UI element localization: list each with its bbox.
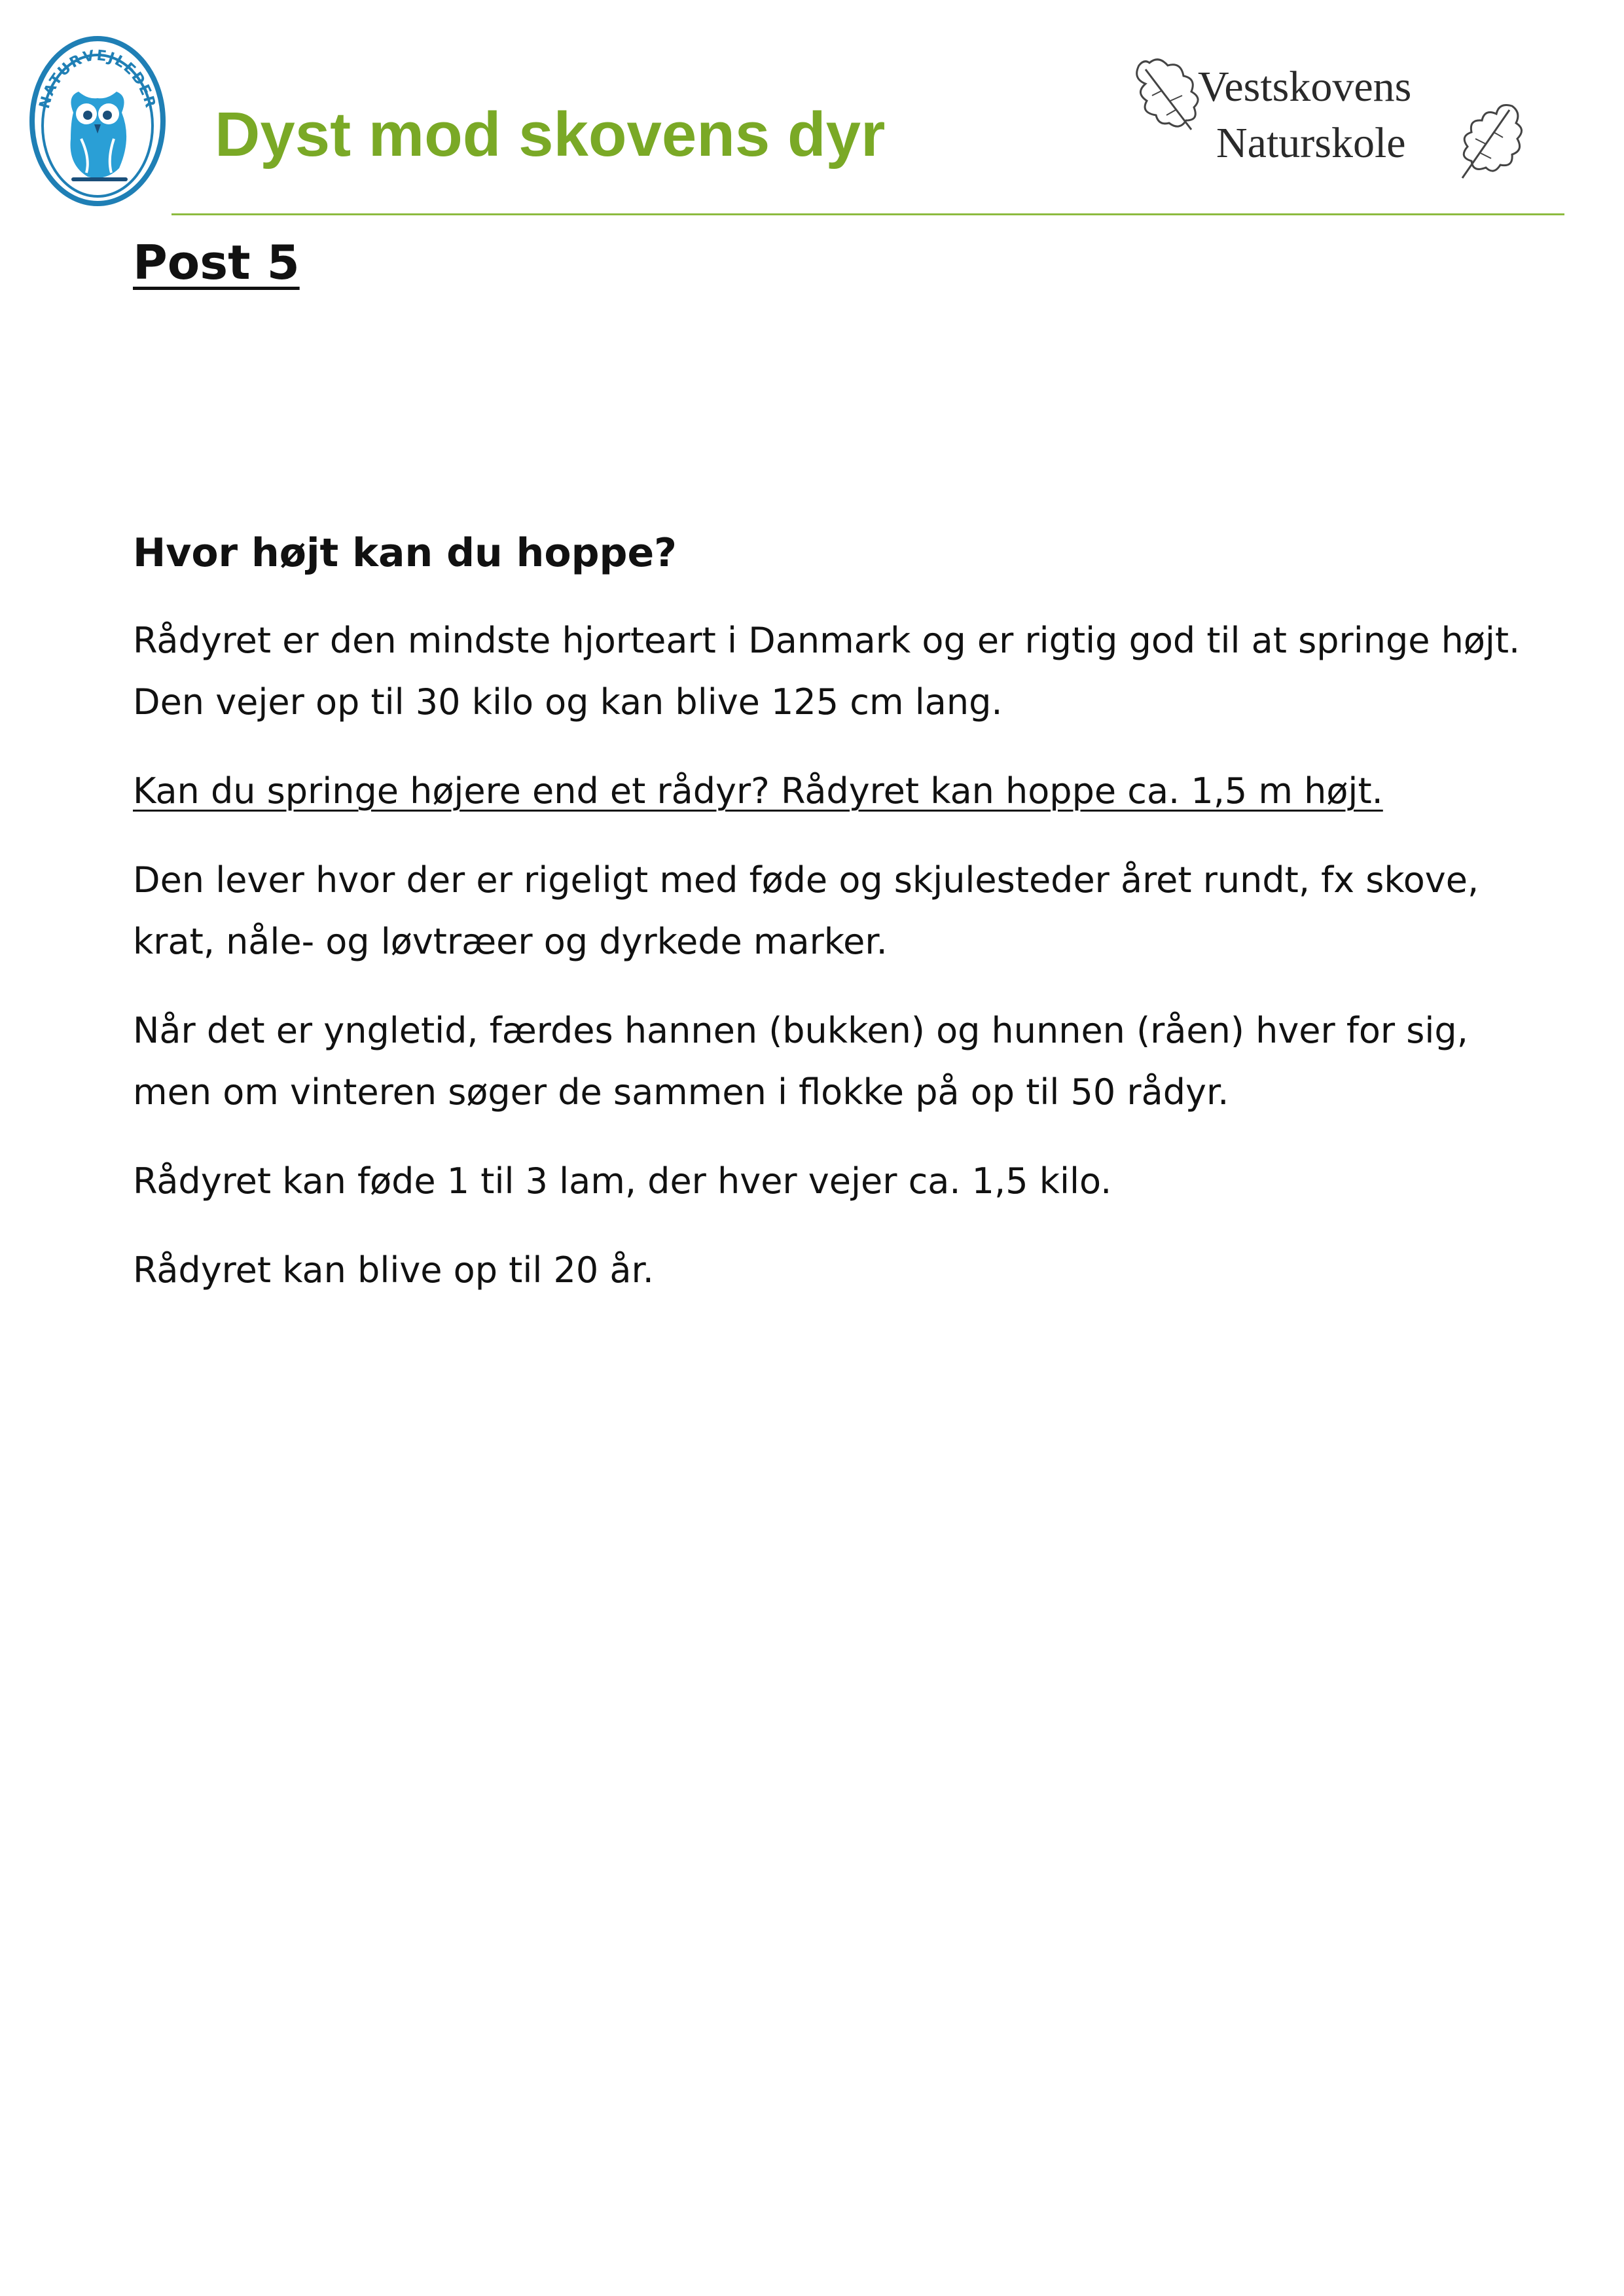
logo-line-vestskovens: Vestskovens	[1198, 63, 1412, 111]
post-heading: Post 5	[133, 235, 300, 290]
paragraph-habitat: Den lever hvor der er rigeligt med føde og skjulesteder året rundt, fx skove, krat, nåle- og løvtræer og dyrkede marker.	[133, 859, 1479, 962]
oak-leaf-icon	[1126, 52, 1204, 137]
paragraph-mating: Når det er yngletid, færdes hannen (bukken) og hunnen (råen) hver for sig, men om vinteren søger de sammen i flokke på op til 50 rådyr.	[133, 1010, 1468, 1113]
paragraph-challenge: Kan du springe højere end et rådyr? Rådyret kan hoppe ca. 1,5 m højt.	[133, 770, 1383, 812]
document-title: Dyst mod skovens dyr	[215, 99, 886, 170]
paragraph-intro: Rådyret er den mindste hjorteart i Danmark og er rigtig god til at springe højt. Den vejer op til 30 kilo og kan blive 125 cm lang.	[133, 620, 1521, 723]
paragraph-lifespan: Rådyret kan blive op til 20 år.	[133, 1249, 654, 1291]
owl-logo-icon	[27, 34, 168, 208]
logo-ring-text: NATURVEJLEDER	[36, 47, 159, 111]
post-content	[133, 524, 1521, 1329]
paragraph-offspring: Rådyret kan føde 1 til 3 lam, der hver vejer ca. 1,5 kilo.	[133, 1160, 1112, 1202]
logo-line-naturskole: Naturskole	[1216, 119, 1406, 167]
oak-leaf-icon	[1453, 97, 1528, 182]
question-heading: Hvor højt kan du hoppe?	[133, 530, 677, 576]
header-divider	[171, 213, 1564, 215]
vestskovens-naturskole-logo	[1126, 52, 1532, 183]
naturvejleder-logo	[27, 34, 168, 208]
